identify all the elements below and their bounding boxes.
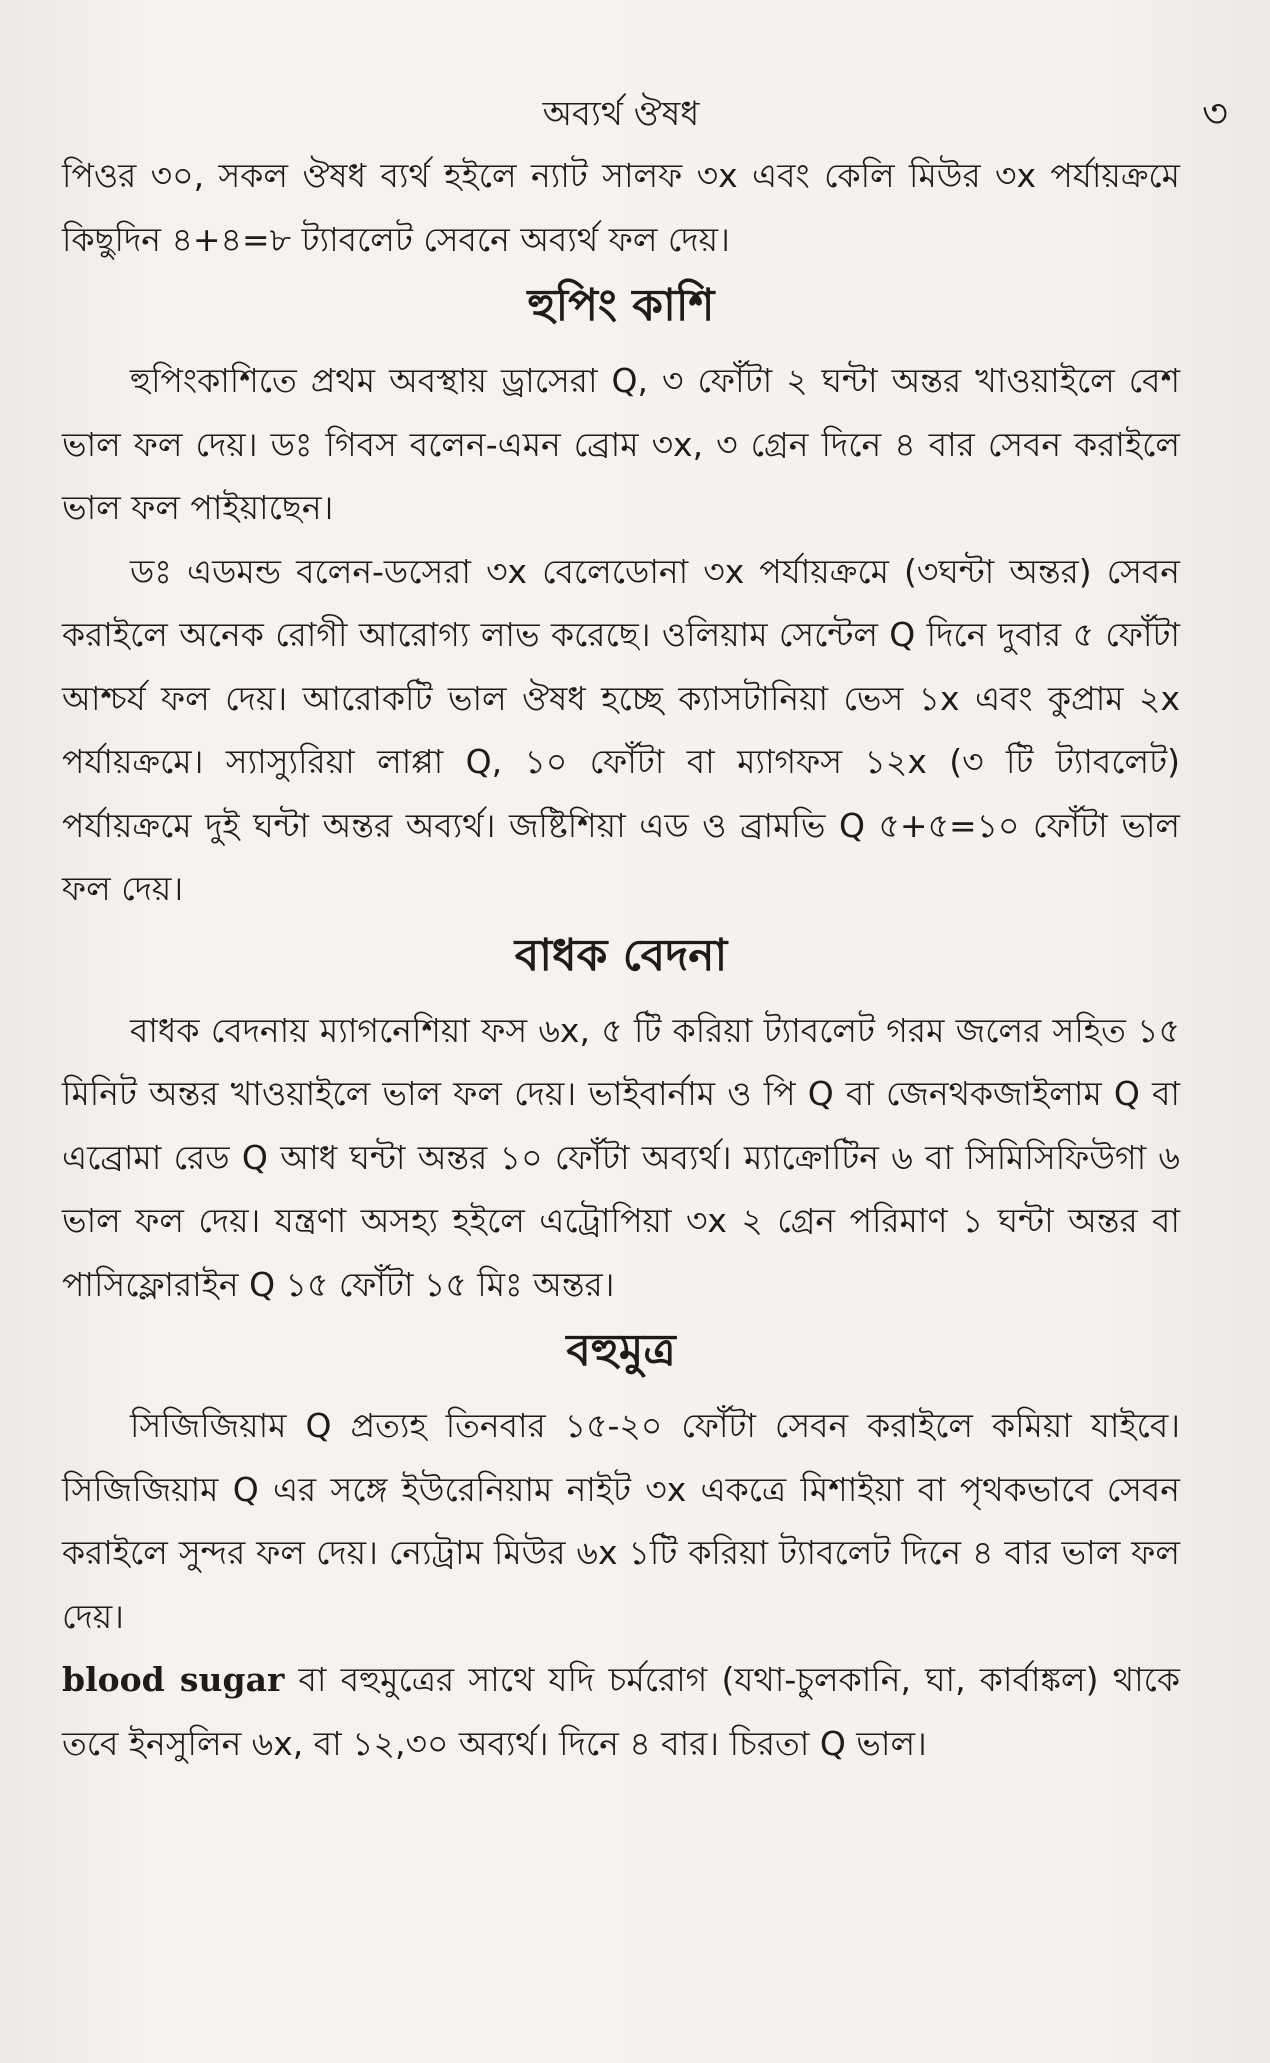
running-header: [62, 60, 1228, 144]
blood-sugar-paragraph: [62, 1648, 1180, 1775]
section-diabetes: [62, 1320, 1180, 1775]
section-title: হুপিং কাশি: [527, 280, 715, 331]
section-dysmenorrhea: [62, 925, 1180, 1317]
body-paragraph: সিজিজিয়াম Q প্রত্যহ তিনবার ১৫-২০ ফোঁটা সেবন করাইলে কমিয়া যাইবে। সিজিজিয়াম Q এর সঙ্গে ইউরেনিয়াম নাইট ৩x একত্রে মিশাইয়া বা পৃথকভাবে সেবন করাইলে সুন্দর ফল দেয়। ন্যেট্রাম মিউর ৬x ১টি করিয়া ট্যাবলেট দিনে ৪ বার ভাল ফল দেয়।: [62, 1406, 1180, 1636]
intro-paragraph: পিওর ৩০, সকল ঔষধ ব্যর্থ হইলে ন্যাট সালফ ৩x এবং কেলি মিউর ৩x পর্যায়ক্রমে কিছুদিন ৪+৪=৮ ট্যাবলেট সেবনে অব্যর্থ ফল দেয়।: [62, 156, 1180, 259]
latin-term: blood sugar: [62, 1660, 285, 1699]
section-title: বহুমুত্র: [566, 1325, 676, 1376]
running-title: অব্যর্থ ঔষধ: [542, 94, 700, 134]
body-paragraph: ডঃ এডমন্ড বলেন-ডসেরা ৩x বেলেডোনা ৩x পর্যায়ক্রমে (৩ঘন্টা অন্তর) সেবন করাইলে অনেক রোগী আরোগ্য লাভ করেছে। ওলিয়াম সেন্টেল Q দিনে দুবার ৫ ফোঁটা আশ্চর্য ফল দেয়। আরোকটি ভাল ঔষধ হচ্ছে ক্যাসটানিয়া ভেস ১x এবং কুপ্রাম ২x পর্যায়ক্রমে। স্যাস্যুরিয়া লাপ্পা Q, ১০ ফোঁটা বা ম্যাগফস ১২x (৩ টি ট্যাবলেট) পর্যায়ক্রমে দুই ঘন্টা অন্তর অব্যর্থ। জষ্টিশিয়া এড ও ব্রামভি Q ৫+৫=১০ ফোঁটা ভাল ফল দেয়।: [62, 551, 1180, 908]
section-whooping-cough: [62, 275, 1180, 921]
body-paragraph: বাধক বেদনায় ম্যাগনেশিয়া ফস ৬x, ৫ টি করিয়া ট্যাবলেট গরম জলের সহিত ১৫ মিনিট অন্তর খাওয়াইলে ভাল ফল দেয়। ভাইবার্নাম ও পি Q বা জেনথকজাইলাম Q বা এব্রোমা রেড Q আধ ঘন্টা অন্তর ১০ ফোঁটা অব্যর্থ। ম্যাক্রোটিন ৬ বা সিমিসিফিউগা ৬ ভাল ফল দেয়। যন্ত্রণা অসহ্য হইলে এট্রোপিয়া ৩x ২ গ্রেন পরিমাণ ১ ঘন্টা অন্তর বা পাসিফ্লোরাইন Q ১৫ ফোঁটা ১৫ মিঃ অন্তর।: [62, 1010, 1180, 1304]
paragraph-text: বা বহুমুত্রের সাথে যদি চর্মরোগ (যথা-চুলকানি, ঘা, কার্বাঙ্কল) থাকে তবে ইনসুলিন ৬x, বা ১২,৩০ অব্যর্থ। দিনে ৪ বার। চিরতা Q ভাল।: [62, 1660, 1181, 1763]
section-title: বাধক বেদনা: [514, 929, 728, 981]
page-number: ৩: [1201, 91, 1228, 137]
body-paragraph: হুপিংকাশিতে প্রথম অবস্থায় ড্রাসেরা Q, ৩ ফোঁটা ২ ঘন্টা অন্তর খাওয়াইলে বেশ ভাল ফল দেয়। ডঃ গিবস বলেন-এমন ব্রোম ৩x, ৩ গ্রেন দিনে ৪ বার সেবন করাইলে ভাল ফল পাইয়াছেন।: [62, 361, 1180, 527]
